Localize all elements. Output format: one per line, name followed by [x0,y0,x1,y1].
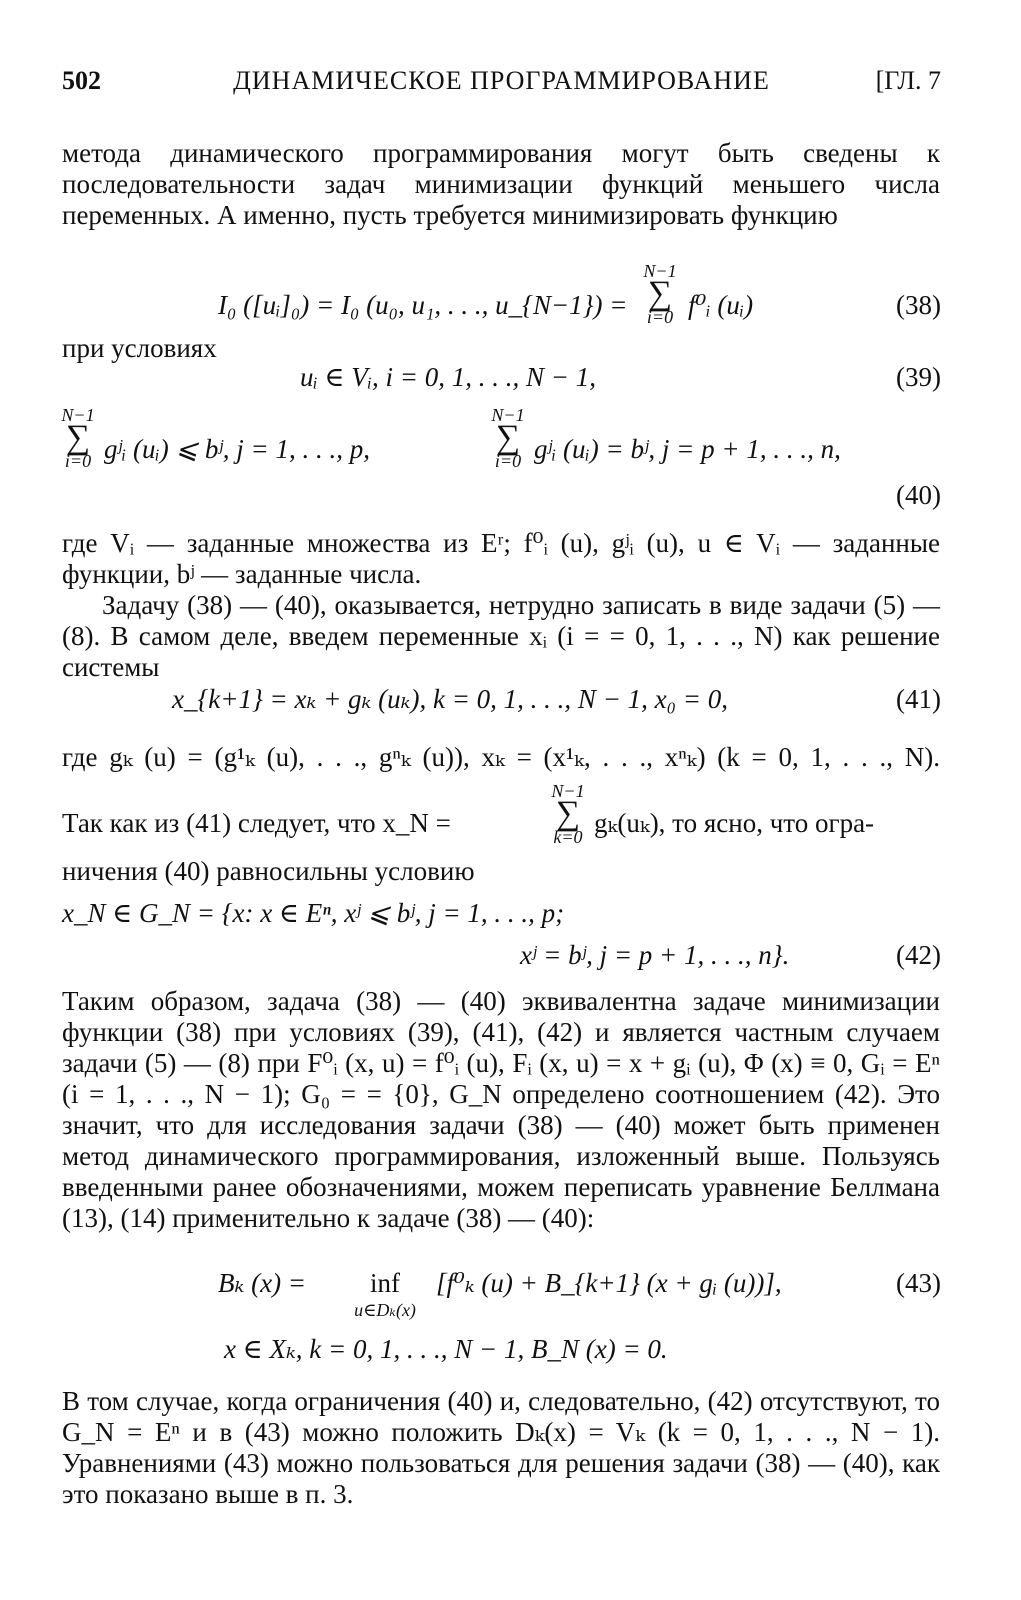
sum-lower-limit: i=0 [646,307,674,327]
equation-number-43: (43) [896,1268,941,1298]
inf-operator: inf [370,1268,400,1298]
equation-number-38: (38) [896,290,941,320]
sum-upper-limit: N−1 [491,405,525,425]
paragraph-intro: метода динамического программирования могут быть сведены к последовательности задач минимизации функций меньшего числа переменных. А именно, пусть требуется минимизировать функцию [62,138,940,230]
line-restrictions: ничения (40) равносильны условию [62,856,475,886]
equation-38-lhs: I₀ ([uᵢ]₀) = I₀ (u₀, u₁, . . ., u_{N−1}) = [218,290,628,320]
equation-number-41: (41) [896,684,941,714]
equation-43-rhs: [f⁰ₖ (u) + B_{k+1} (x + gᵢ (u))], [436,1268,782,1298]
chapter-label: [ГЛ. 7 [875,66,941,95]
equation-number-39: (39) [896,362,941,392]
paragraph-equivalence: Таким образом, задача (38) — (40) эквивалентна задаче минимизации функции (38) при условиях (39), (41), (42) и является частным случаем задачи (5) — (8) при F⁰ᵢ (x, u) = f⁰ᵢ (u), Fᵢ (x, u) = x + gᵢ (u), Φ (x) ≡ 0, Gᵢ = Eⁿ (i = 1, . . ., N − 1); G₀ = = {0}, G_N определено соотношением (42). Это значит, что для исследования задачи (38) — (40) может быть применен метод динамического программирования, изложенный выше. Пользуясь введенными ранее обозначениями, можем переписать уравнение Беллмана (13), (14) применительно к задаче (38) — (40): [62,986,940,1233]
sum-lower-limit: k=0 [553,827,583,847]
equation-40-equality: gʲᵢ (uᵢ) = bʲ, j = p + 1, . . ., n, [534,434,841,464]
sum-operator-40b [486,406,530,470]
paragraph-conclusion: В том случае, когда ограничения (40) и, следовательно, (42) отсутствуют, то G_N = Eⁿ и в (43) можно положить Dₖ(x) = Vₖ (k = 0, 1, . . ., N − 1). Уравнениями (43) можно пользоваться для решения задачи (38) — (40), как это показано выше в п. 3. [62,1386,940,1509]
inf-subscript: u∈Dₖ(x) [354,1300,416,1320]
equation-39: uᵢ ∈ Vᵢ, i = 0, 1, . . ., N − 1, [300,362,596,392]
sum-operator-xn [546,782,590,846]
sum-upper-limit: N−1 [643,261,677,281]
line-gk-definition: где gₖ (u) = (g¹ₖ (u), . . ., gⁿₖ (u)), xₖ = (x¹ₖ, . . ., xⁿₖ) (k = 0, 1, . . ., N). [62,742,940,772]
equation-42-line1: x_N ∈ G_N = {x: x ∈ Eⁿ, xʲ ⩽ bʲ, j = 1, . . ., p; [62,898,565,928]
equation-number-42: (42) [896,940,941,970]
equation-42-line2: xʲ = bʲ, j = p + 1, . . ., n}. [520,940,790,970]
sigma-symbol: ∑ [647,275,673,312]
sum-lower-limit: i=0 [494,451,522,471]
running-header [62,66,941,100]
sum-operator-38 [638,262,682,326]
sigma-symbol: ∑ [555,795,581,832]
equation-38-rhs: f⁰ᵢ (uᵢ) [688,290,754,320]
equation-41: x_{k+1} = xₖ + gₖ (uₖ), k = 0, 1, . . ., N − 1, x₀ = 0, [172,684,729,714]
sum-lower-limit: i=0 [64,451,92,471]
running-title: ДИНАМИЧЕСКОЕ ПРОГРАММИРОВАНИЕ [233,66,770,95]
sum-operator-40a [56,406,100,470]
line-sum-after: gₖ(uₖ), то ясно, что огра- [594,808,875,838]
equation-43-line2: x ∈ Xₖ, k = 0, 1, . . ., N − 1, B_N (x) = 0. [224,1334,668,1364]
sigma-symbol: ∑ [65,419,91,456]
sum-upper-limit: N−1 [61,405,95,425]
page-number: 502 [62,66,101,95]
line-sum-before: Так как из (41) следует, что x_N = [62,808,451,838]
equation-number-40: (40) [896,480,941,510]
paragraph-variables: Задачу (38) — (40), оказывается, нетрудно записать в виде задачи (5) — (8). В самом деле, введем переменные xᵢ (i = = 0, 1, . . ., N) как решение системы [62,590,940,682]
paragraph-definitions: где Vᵢ — заданные множества из Eʳ; f⁰ᵢ (u), gʲᵢ (u), u ∈ Vᵢ — заданные функции, bʲ — заданные числа. [62,528,940,589]
sum-upper-limit: N−1 [551,781,585,801]
equation-40-inequality: gʲᵢ (uᵢ) ⩽ bʲ, j = 1, . . ., p, [104,434,371,464]
label-conditions: при условиях [62,333,217,363]
equation-43-lhs: Bₖ (x) = [218,1268,307,1298]
sigma-symbol: ∑ [495,419,521,456]
